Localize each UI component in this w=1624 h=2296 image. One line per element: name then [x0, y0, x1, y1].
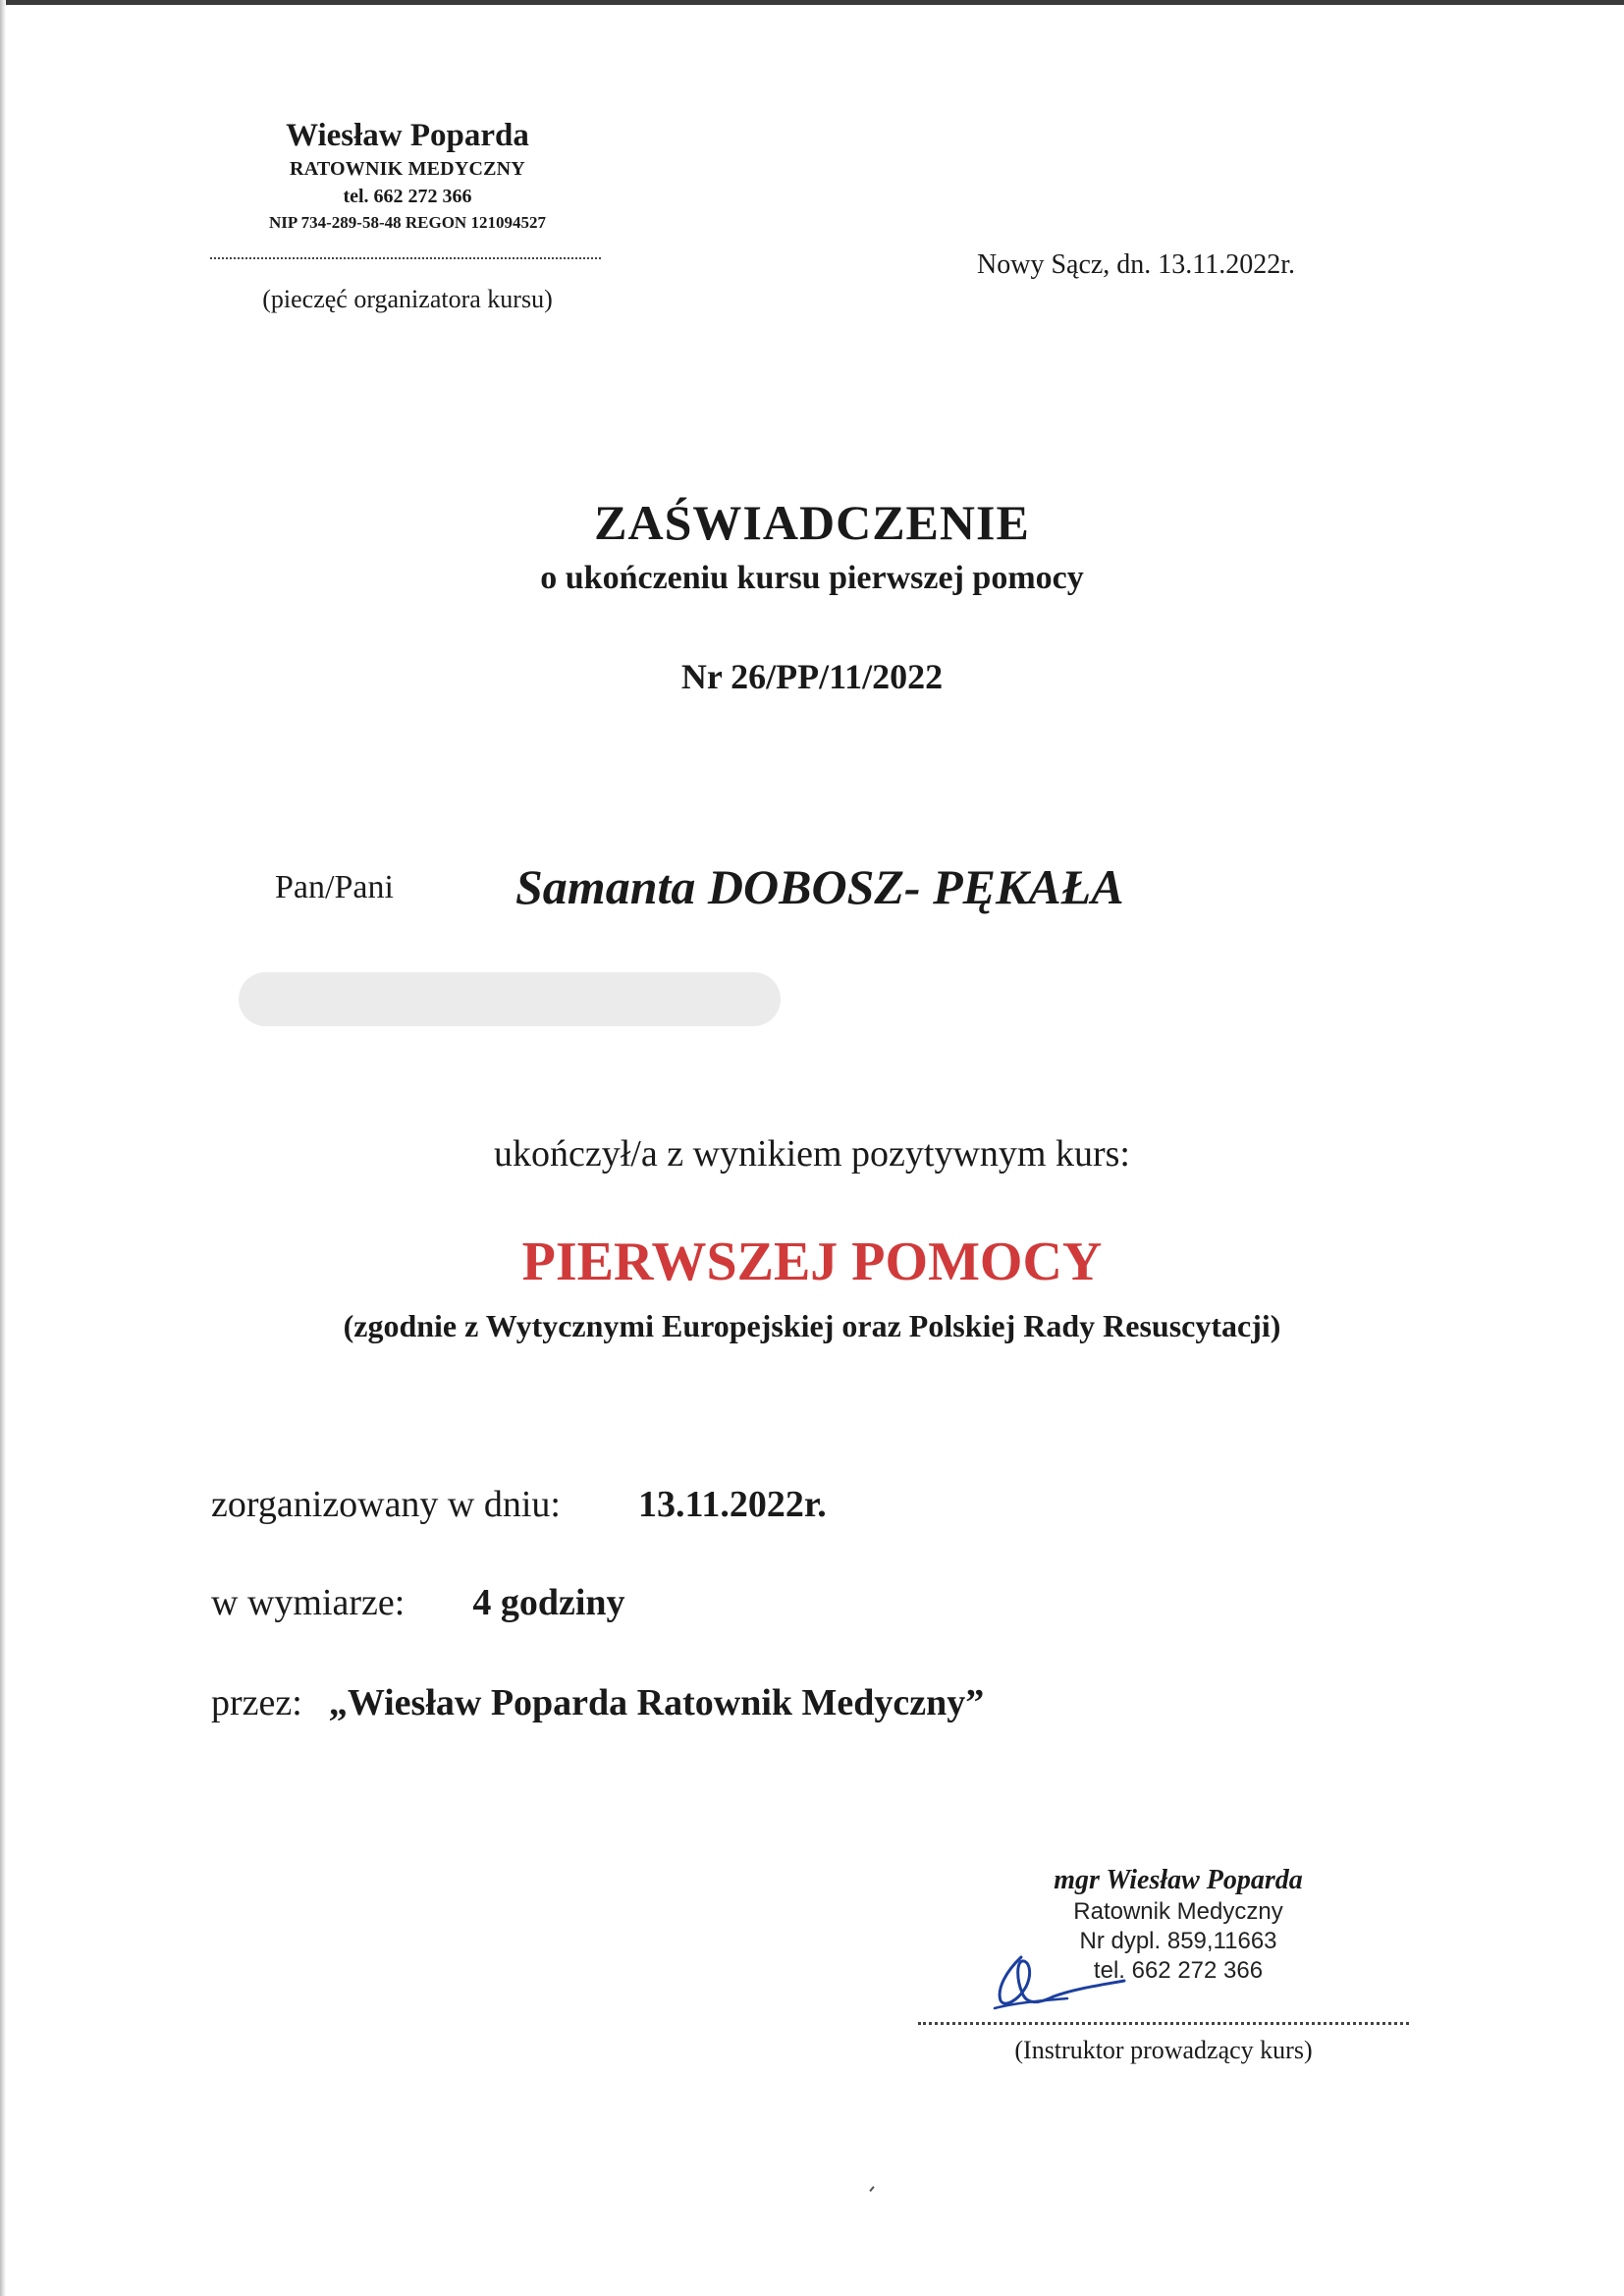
scan-speck: [869, 2186, 874, 2192]
signature-dotted-line: [918, 2022, 1409, 2025]
course-name: PIERWSZEJ POMOCY: [521, 1231, 1103, 1292]
instructor-diploma: Nr dypl. 859,11663: [1079, 1928, 1277, 1954]
handwritten-signature: [987, 1949, 1134, 2018]
stamp-phone: tel. 662 272 366: [343, 186, 472, 207]
scan-top-border: [0, 0, 1624, 5]
stamp-caption: (pieczęć organizatora kursu): [262, 285, 553, 313]
stamp-tax-ids: NIP 734-289-58-48 REGON 121094527: [269, 213, 546, 232]
redacted-field: [239, 972, 781, 1026]
date-label: zorganizowany w dniu:: [211, 1484, 561, 1525]
organizer-value: „Wiesław Poparda Ratownik Medyczny”: [328, 1682, 985, 1723]
stamp-name: Wiesław Poparda: [286, 118, 529, 153]
instructor-role: Ratownik Medyczny: [1073, 1898, 1283, 1925]
duration-row: [211, 1581, 625, 1624]
organizer-label: przez:: [211, 1682, 302, 1723]
completion-statement: ukończył/a z wynikiem pozytywnym kurs:: [494, 1133, 1130, 1175]
document-subtitle: o ukończeniu kursu pierwszej pomocy: [540, 560, 1084, 596]
stamp-dotted-line: [210, 257, 601, 259]
duration-value: 4 godziny: [472, 1582, 625, 1623]
certificate-number: Nr 26/PP/11/2022: [680, 657, 944, 696]
recipient-label: Pan/Pani: [275, 869, 394, 905]
document-title: ZAŚWIADCZENIE: [594, 495, 1030, 550]
instructor-caption: (Instruktor prowadzący kurs): [1014, 2036, 1313, 2064]
duration-label: w wymiarze:: [211, 1582, 406, 1623]
date-row: [211, 1483, 827, 1526]
course-guidelines: (zgodnie z Wytycznymi Europejskiej oraz Polskiej Rady Resuscytacji): [343, 1308, 1281, 1343]
organizer-row: [211, 1681, 984, 1724]
recipient-name: Samanta DOBOSZ- PĘKAŁA: [515, 859, 1124, 914]
date-value: 13.11.2022r.: [638, 1484, 827, 1525]
instructor-phone: tel. 662 272 366: [1093, 1957, 1264, 1984]
organizer-stamp: [196, 116, 619, 236]
place-and-date: Nowy Sącz, dn. 13.11.2022r.: [977, 249, 1296, 280]
instructor-name: mgr Wiesław Poparda: [1054, 1865, 1303, 1895]
stamp-role: RATOWNIK MEDYCZNY: [290, 158, 525, 180]
